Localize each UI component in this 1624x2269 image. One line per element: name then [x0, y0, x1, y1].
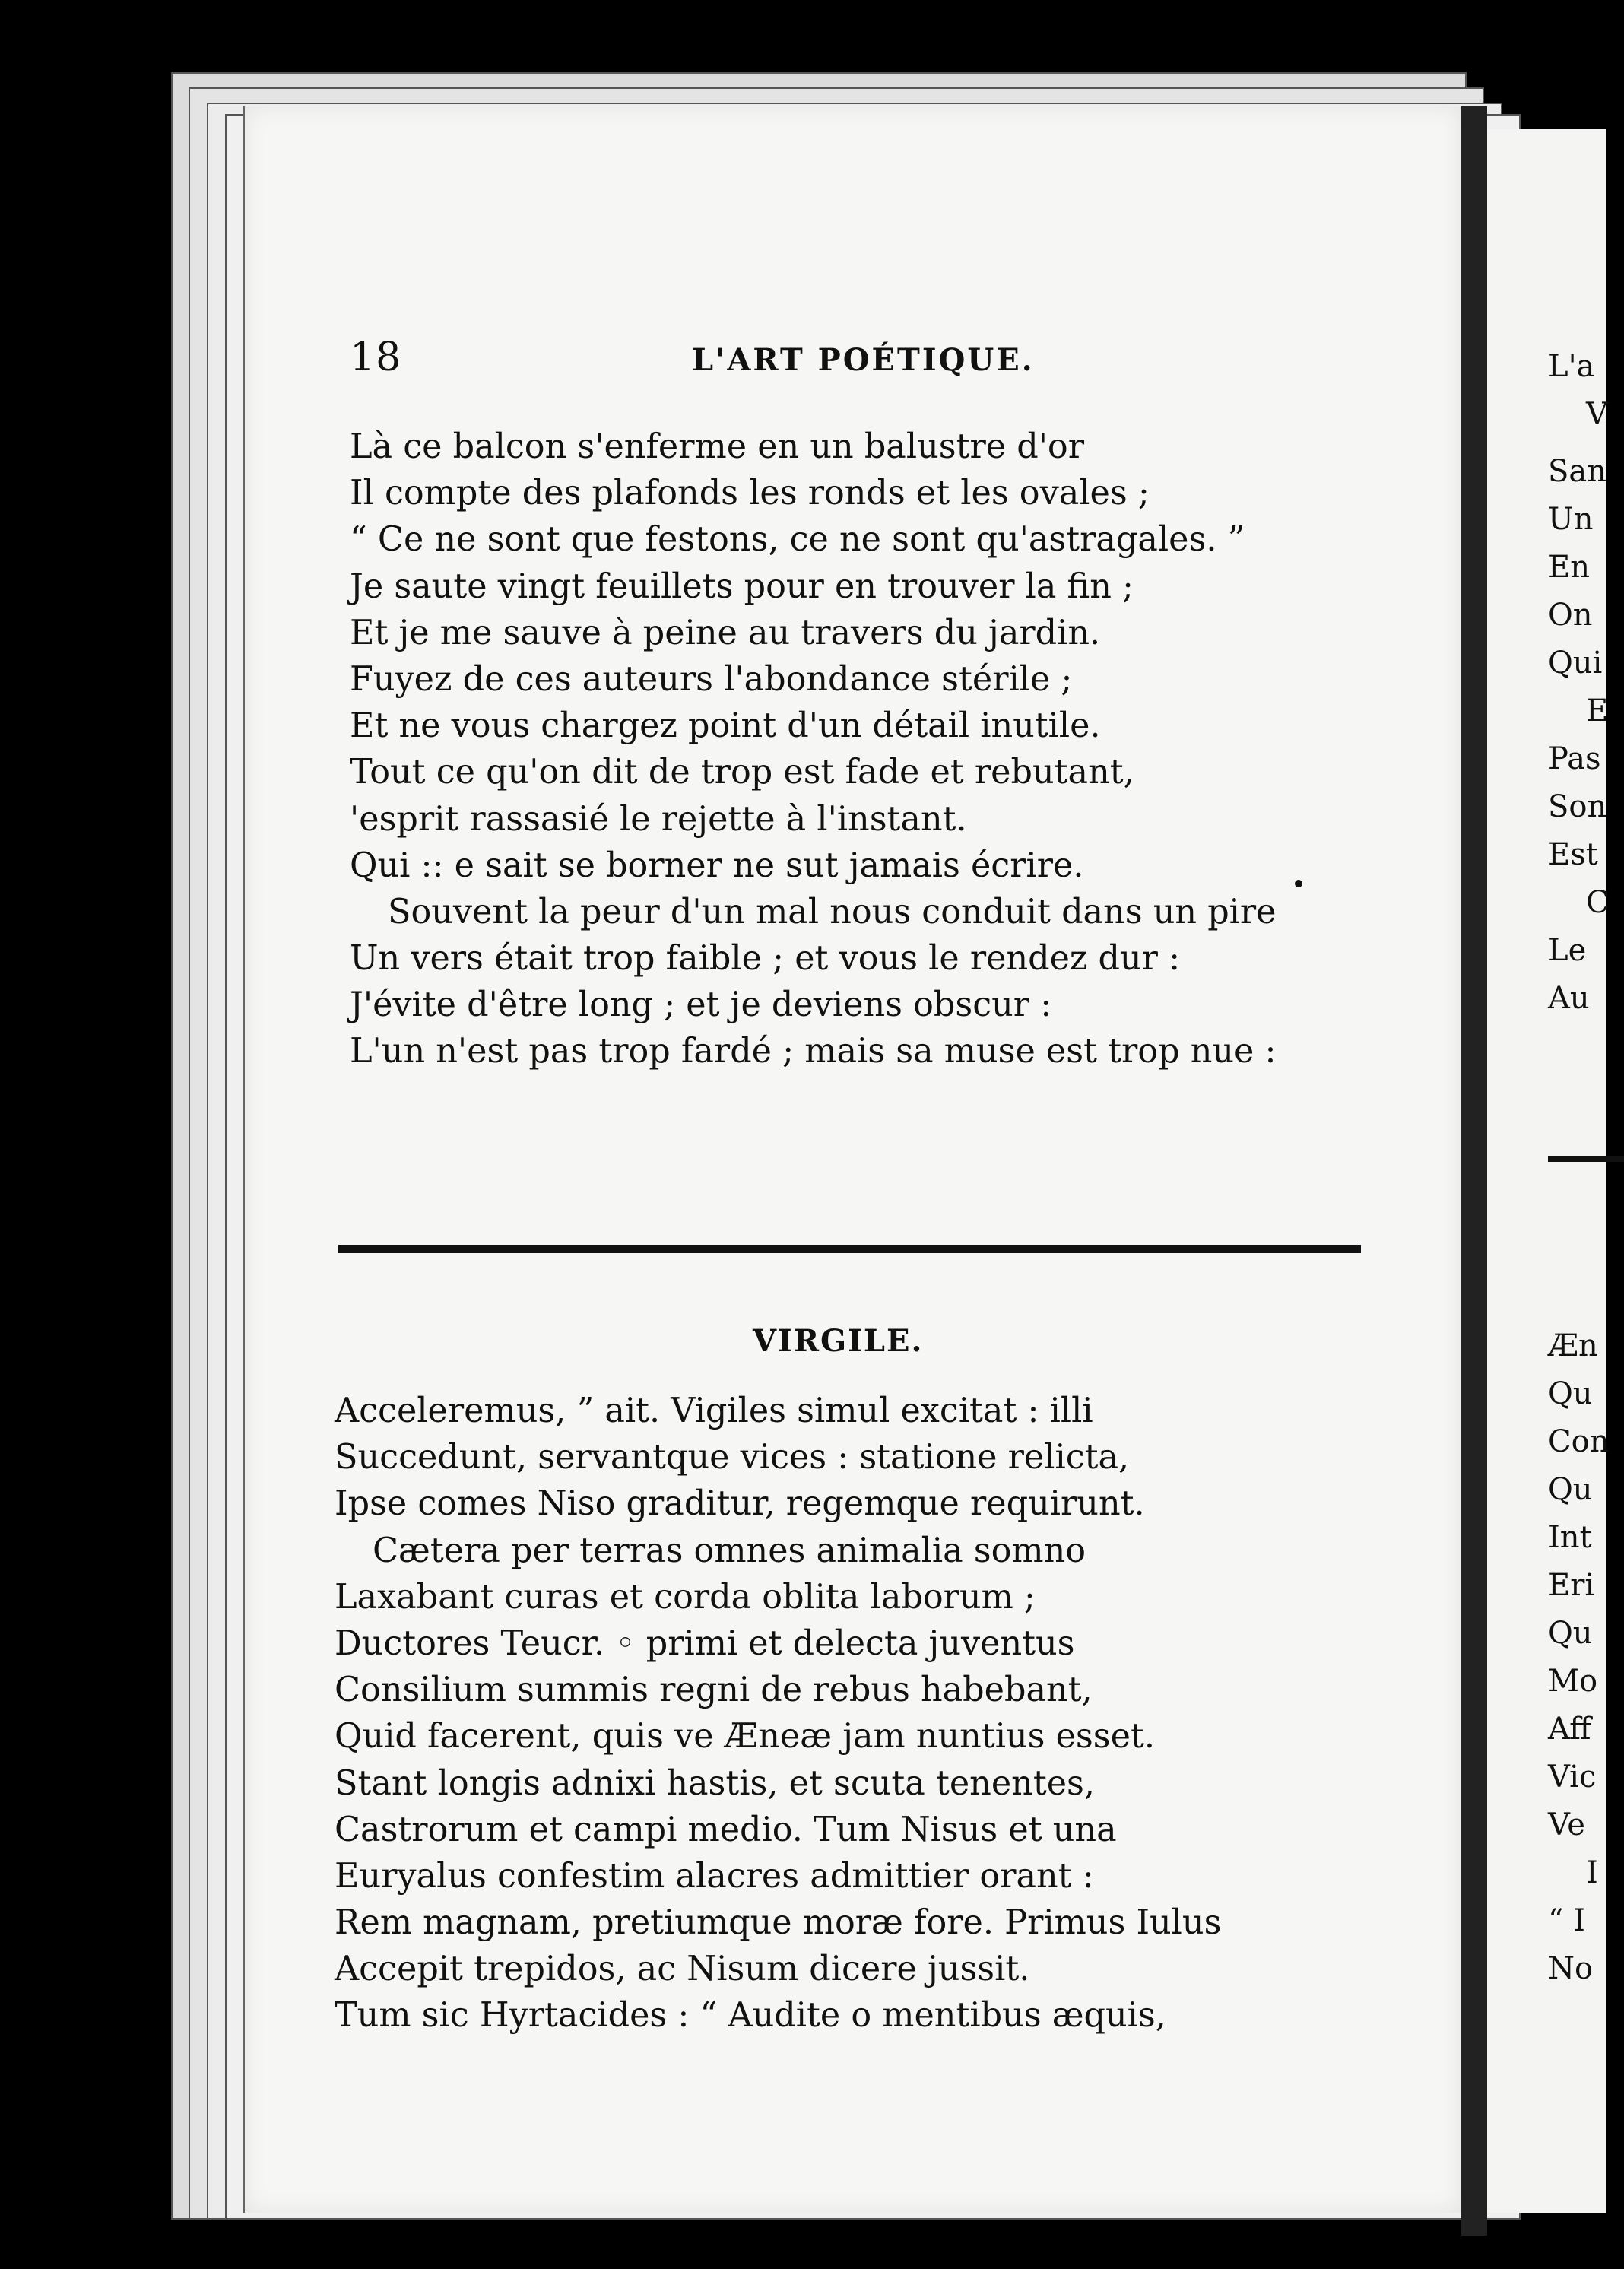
adjacent-text: C: [1586, 885, 1610, 920]
adjacent-text: Qu: [1548, 1472, 1593, 1507]
adjacent-divider: [1548, 1156, 1624, 1162]
adjacent-text: En: [1548, 550, 1590, 585]
adjacent-text: Le: [1548, 933, 1587, 968]
verse-line: Là ce balcon s'enferme en un balustre d'or: [350, 427, 1084, 466]
adjacent-text: Qu: [1548, 1616, 1593, 1651]
verse-line: Il compte des plafonds les ronds et les ovales ;: [350, 474, 1150, 513]
adjacent-text: Aff: [1548, 1712, 1591, 1747]
adjacent-text: Pas: [1548, 741, 1601, 776]
adjacent-text: On: [1548, 598, 1593, 633]
adjacent-text: Au: [1548, 981, 1590, 1016]
verse-line: Cætera per terras omnes animalia somno: [373, 1531, 1086, 1570]
adjacent-text: Son: [1548, 789, 1607, 824]
adjacent-text: Mo: [1548, 1664, 1598, 1699]
verse-line: Consilium summis regni de rebus habebant,: [335, 1671, 1093, 1710]
verse-line: Laxabant curas et corda oblita laborum ;: [335, 1577, 1036, 1617]
verse-line: Fuyez de ces auteurs l'abondance stérile ;: [350, 659, 1073, 699]
verse-line: Un vers était trop faible ; et vous le rendez dur :: [350, 939, 1181, 979]
verse-line: Et je me sauve à peine au travers du jardin.: [350, 613, 1101, 652]
adjacent-text: E: [1586, 693, 1609, 728]
adjacent-text: I: [1586, 1855, 1598, 1890]
verse-line: 'esprit rassasié le rejette à l'instant.: [350, 799, 967, 839]
verse-line: Succedunt, servantque vices : statione relicta,: [335, 1438, 1130, 1477]
adjacent-text: Qu: [1548, 1376, 1593, 1411]
verse-line: L'un n'est pas trop fardé ; mais sa muse est trop nue :: [350, 1032, 1277, 1071]
running-title: L'ART POÉTIQUE.: [692, 342, 1035, 378]
adjacent-text: San: [1548, 454, 1607, 489]
verse-line: “ Ce ne sont que festons, ce ne sont qu'astragales. ”: [350, 520, 1245, 560]
verse-line: Tum sic Hyrtacides : “ Audite o mentibus æquis,: [335, 1996, 1166, 2036]
art-poetique-verse: [350, 424, 1277, 1075]
adjacent-text: Vic: [1548, 1760, 1597, 1795]
verse-line: Acceleremus, ” ait. Vigiles simul excitat : illi: [335, 1392, 1093, 1430]
adjacent-text: Æn: [1548, 1328, 1598, 1363]
virgile-verse: [335, 1388, 1221, 2039]
adjacent-text: Un: [1548, 502, 1594, 537]
adjacent-text: Est: [1548, 837, 1598, 872]
verse-line: J'évite d'être long ; et je deviens obscur :: [350, 985, 1052, 1025]
verse-line: Ductores Teucr. ◦ primi et delecta juventus: [335, 1623, 1075, 1663]
verse-line: Rem magnam, pretiumque moræ fore. Primus Iulus: [335, 1903, 1222, 1943]
page-number: 18: [350, 335, 402, 380]
adjacent-page: [1487, 129, 1610, 2213]
verse-line: Euryalus confestim alacres admittier orant :: [335, 1856, 1094, 1896]
section-divider: [338, 1245, 1361, 1253]
verse-line: Qui :: e sait se borner ne sut jamais écrire.: [350, 846, 1084, 885]
ink-mark: [1295, 880, 1302, 887]
adjacent-text: “ I: [1548, 1903, 1585, 1938]
verse-line: Castrorum et campi medio. Tum Nisus et una: [335, 1810, 1117, 1849]
verse-line: Stant longis adnixi hastis, et scuta tenentes,: [335, 1763, 1096, 1803]
verse-line: Tout ce qu'on dit de trop est fade et rebutant,: [350, 753, 1134, 792]
verse-line: Quid facerent, quis ve Æneæ jam nuntius esset.: [335, 1717, 1155, 1756]
adjacent-text: Int: [1548, 1520, 1592, 1555]
adjacent-text: Ve: [1548, 1807, 1585, 1842]
verse-line: Ipse comes Niso graditur, regemque requirunt.: [335, 1484, 1145, 1524]
verse-line: Accepit trepidos, ac Nisum dicere jussit.: [335, 1950, 1030, 1989]
adjacent-text: Qui: [1548, 646, 1603, 681]
page-header: [350, 335, 1361, 380]
adjacent-text: Con: [1548, 1424, 1610, 1459]
verse-line: Souvent la peur d'un mal nous conduit dans un pire: [388, 892, 1277, 931]
adjacent-text: V: [1586, 397, 1608, 432]
adjacent-text: No: [1548, 1951, 1594, 1986]
verse-line: Et ne vous chargez point d'un détail inutile.: [350, 706, 1101, 746]
verse-line: Je saute vingt feuillets pour en trouver la fin ;: [350, 566, 1134, 606]
adjacent-text: L'a: [1548, 349, 1595, 384]
section-title: VIRGILE.: [753, 1323, 924, 1359]
adjacent-text: Eri: [1548, 1568, 1595, 1603]
book-gutter: [1461, 106, 1487, 2236]
